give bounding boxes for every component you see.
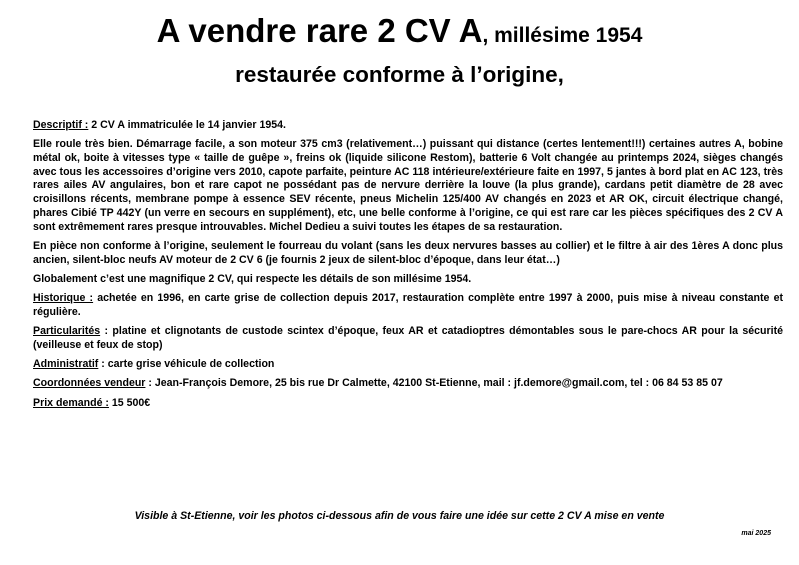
contact-label: Coordonnées vendeur xyxy=(33,377,146,390)
condition-paragraph: Elle roule très bien. Démarrage facile, a son moteur 375 cm3 (relativement…) puissant qui distance (certes lentement!!!) certaines autres A, bobine métal ok, boite à vitesses type « taille de guêpe », freins ok (liquide silicone Restom), batterie 6 Volt changée au printemps 2024, sièges changés avec tous les accessoires d’origine vers 2010, capote parfaite, peinture AC 118 intérieure/extérieure faite en 1997, 5 jantes à bord plat en AC 123, très rares ailes AV angulaires, bon et rare capot ne possédant pas de nervure derrière la louve (la plus grande), cardans petit diamètre de 28 avec croisillons récents, membrane pompe à essence SEV récente, pneus Michelin 125/400 AV changés en 2023 et AR OK, circuit électrique changé, phares Cibié TP 442Y (un verre en secours en supplément), etc, une belle conforme à l’origine, ce qui est rare car les pièces spécifiques des 2 CV A sont extrêmement rares presque introuvables. Michel Dedieu a suivi toutes les étapes de sa restauration. xyxy=(33,138,783,233)
history-label: Historique : xyxy=(33,292,94,305)
non-conforme-paragraph: En pièce non conforme à l’origine, seulement le fourreau du volant (sans les deux nervures basses au collier) et le filtre à air des 1ères A donc plus ancien, silent-bloc neufs AV moteur de 2 CV 6 (je fournis 2 jeux de silent-bloc d’époque, dans leur état…) xyxy=(33,239,783,266)
administrative-line xyxy=(33,358,783,372)
particularities-line xyxy=(33,325,783,352)
title-vintage: , millésime 1954 xyxy=(482,24,643,47)
administrative-label: Administratif xyxy=(33,358,99,371)
history-text: achetée en 1996, en carte grise de collection depuis 2017, restauration complète entre 1997 à 2000, puis mise à niveau constante et régulière. xyxy=(33,292,783,318)
description-label: Descriptif : xyxy=(33,119,89,131)
particularities-text: : platine et clignotants de custode scintex d’époque, feux AR et catadioptres démontables sous le pare-chocs AR pour la sécurité (veilleuse et feux de stop) xyxy=(33,325,783,351)
document-date: mai 2025 xyxy=(741,530,771,537)
global-paragraph: Globalement c’est une magnifique 2 CV, qui respecte les détails de son millésime 1954. xyxy=(33,272,472,285)
particularities-label: Particularités xyxy=(33,325,101,338)
contact-text: : Jean-François Demore, 25 bis rue Dr Calmette, 42100 St-Etienne, mail : jf.demore@gmail.com, tel : 06 84 53 85 07 xyxy=(145,377,723,390)
listing-body xyxy=(33,119,783,416)
price-value: 15 500€ xyxy=(108,396,151,409)
page-subtitle: restaurée conforme à l’origine, xyxy=(235,62,564,87)
description-text: 2 CV A immatriculée le 14 janvier 1954. xyxy=(88,119,287,131)
page-title xyxy=(0,12,799,50)
description-line xyxy=(33,119,783,133)
price-label: Prix demandé : xyxy=(33,396,109,409)
history-line xyxy=(33,292,783,319)
title-main: A vendre rare 2 CV A xyxy=(156,12,483,49)
contact-line xyxy=(33,377,783,391)
administrative-text: : carte grise véhicule de collection xyxy=(98,358,275,371)
footer-note: Visible à St-Etienne, voir les photos ci-dessous afin de vous faire une idée sur cette 2 CV A mise en vente xyxy=(134,510,665,522)
price-line xyxy=(33,397,783,411)
